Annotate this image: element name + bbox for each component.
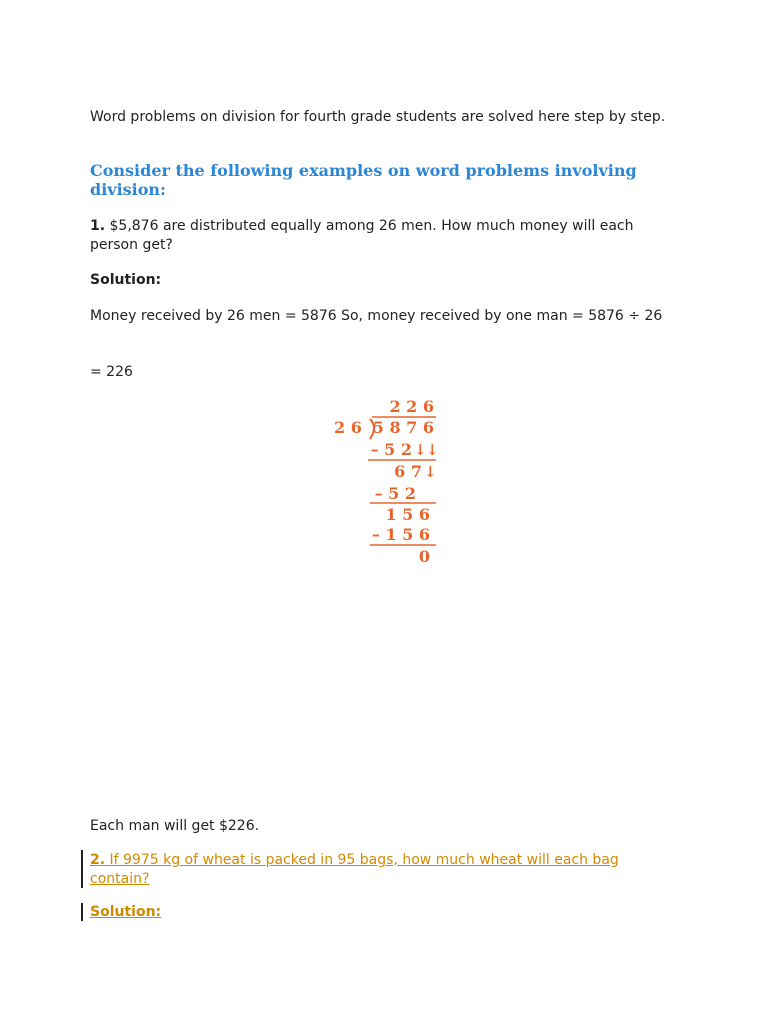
problem-1-solution-label: Solution: xyxy=(90,272,162,288)
bring-down-arrow-2: ↓ xyxy=(426,441,439,459)
problem-1-conclusion: Each man will get $226. xyxy=(90,818,260,834)
problem-2-link[interactable] xyxy=(90,851,650,889)
quotient: 2 2 6 xyxy=(389,397,434,416)
bring-down-arrow-3: ↓ xyxy=(424,463,437,481)
step-4-value: 1 5 6 xyxy=(385,505,430,524)
problem-1-solution-line-2: = 226 xyxy=(90,364,133,380)
step-3-subtract: – 5 2 xyxy=(374,484,416,503)
step-2-value: 6 7 xyxy=(394,462,422,481)
bring-down-arrow-1: ↓ xyxy=(414,441,427,459)
dividend: 5 8 7 6 xyxy=(372,418,434,437)
step-5-subtract: – 1 5 6 xyxy=(371,525,430,544)
problem-2-question: If 9975 kg of wheat is packed in 95 bags, how much wheat will each bag contain? xyxy=(90,852,619,887)
divisor: 2 6 xyxy=(334,418,362,437)
step-1-subtract: – 5 2 xyxy=(370,440,412,459)
intro-paragraph: Word problems on division for fourth grade students are solved here step by step. xyxy=(90,109,666,125)
edit-marker-bar xyxy=(81,903,83,921)
problem-1-number: 1. xyxy=(90,218,106,234)
edit-marker-bar xyxy=(81,850,83,888)
problem-2-solution-link[interactable]: Solution: xyxy=(90,904,162,920)
problem-1-question: $5,876 are distributed equally among 26 men. How much money will each person get? xyxy=(90,218,634,253)
remainder: 0 xyxy=(418,547,430,566)
long-division-figure xyxy=(330,395,445,570)
problem-2-number: 2. xyxy=(90,852,106,868)
problem-1-solution-line-1: Money received by 26 men = 5876 So, money received by one man = 5876 ÷ 26 xyxy=(90,308,663,324)
examples-heading: Consider the following examples on word problems involving division: xyxy=(90,161,637,199)
problem-1-text xyxy=(90,217,670,255)
